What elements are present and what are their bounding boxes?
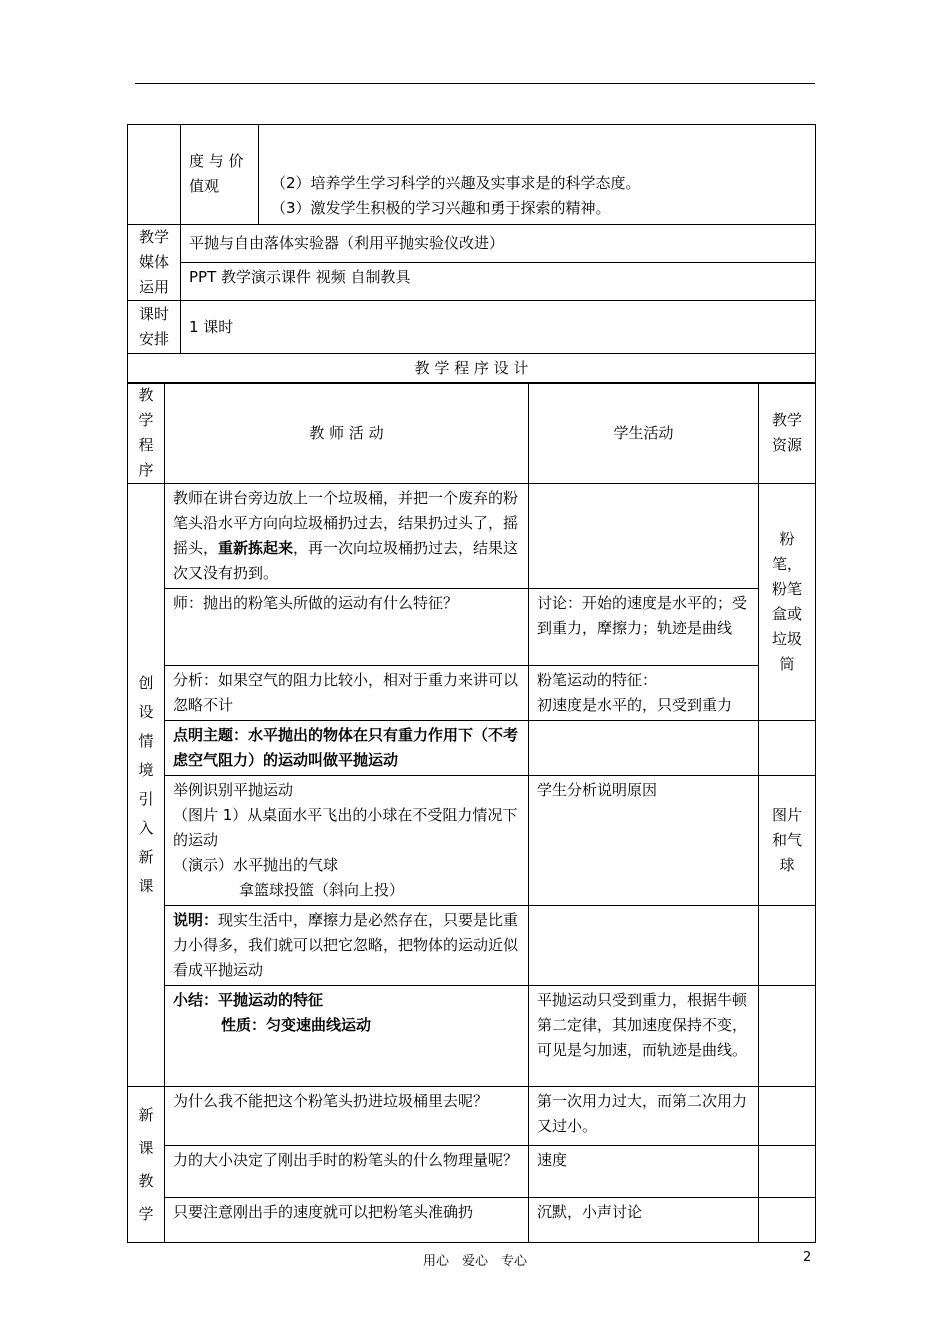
media-label: 教学媒体运用 (128, 225, 181, 301)
attitude-sublabel: 度 与 价 值观 (181, 125, 259, 225)
teacher-activity-5: 举例识别平抛运动 （图片 1）从桌面水平飞出的小球在不受阻力情况下的运动 （演示）水平抛出的气球 拿篮球投篮（斜向上投） (165, 776, 529, 906)
resource-empty-4 (759, 721, 816, 776)
section-title: 教 学 程 序 设 计 (128, 354, 816, 384)
teacher-activity-10: 只要注意刚出手的速度就可以把粉笔头准确扔 (165, 1198, 529, 1243)
teacher-activity-6: 说明：现实生活中，摩擦力是必然存在，只要是比重力小得多，我们就可以把它忽略，把物体的运动近似看成平抛运动 (165, 906, 529, 986)
teacher-activity-3: 分析：如果空气的阻力比较小，相对于重力来讲可以忽略不计 (165, 666, 529, 721)
phase-label-1: 创设情境 引入新课 (128, 484, 165, 1087)
header-student: 学生活动 (529, 383, 759, 484)
header-resource: 教学资源 (759, 383, 816, 484)
footer-motto: 用心 爱心 专心 (422, 1254, 527, 1269)
media-line-2: PPT 教学演示课件 视频 自制教具 (181, 263, 816, 301)
attitude-item-2: （2）培养学生学习科学的兴趣及实事求是的科学态度。 (271, 174, 641, 192)
resource-empty-7 (759, 986, 816, 1087)
student-activity-4 (529, 721, 759, 776)
student-activity-2: 讨论：开始的速度是水平的；受到重力，摩擦力；轨迹是曲线 (529, 589, 759, 666)
empty-cell (128, 125, 181, 225)
resource-empty-10 (759, 1198, 816, 1243)
student-activity-8: 第一次用力过大，而第二次用力又过小。 (529, 1087, 759, 1146)
attitude-items (259, 125, 816, 225)
resource-empty-9 (759, 1146, 816, 1198)
student-activity-9: 速度 (529, 1146, 759, 1198)
teacher-activity-8: 为什么我不能把这个粉笔头扔进垃圾桶里去呢？ (165, 1087, 529, 1146)
header-rule (135, 83, 815, 84)
schedule-label: 课时安排 (128, 301, 181, 354)
resource-empty-6 (759, 906, 816, 986)
student-activity-1 (529, 484, 759, 589)
teacher-activity-2: 师：抛出的粉笔头所做的运动有什么特征？ (165, 589, 529, 666)
teacher-activity-1: 教师在讲台旁边放上一个垃圾桶，并把一个废弃的粉笔头沿水平方向向垃圾桶扔过去，结果扔过头了，摇摇头，重新拣起来，再一次向垃圾桶扔过去，结果这次又没有扔到。 (165, 484, 529, 589)
attitude-item-3: （3）激发学生积极的学习兴趣和勇于探索的精神。 (271, 199, 611, 217)
main-table (127, 382, 816, 1243)
teacher-activity-4: 点明主题：水平抛出的物体在只有重力作用下（不考虑空气阻力）的运动叫做平抛运动 (165, 721, 529, 776)
student-activity-3: 粉笔运动的特征： 初速度是水平的，只受到重力 (529, 666, 759, 721)
student-activity-7: 平抛运动只受到重力，根据牛顿第二定律，其加速度保持不变，可见是匀加速，而轨迹是曲线。 (529, 986, 759, 1087)
header-procedure: 教学程序 (128, 383, 165, 484)
teacher-activity-9: 力的大小决定了刚出手时的粉笔头的什么物理量呢？ (165, 1146, 529, 1198)
resource-2: 图片和气球 (759, 776, 816, 906)
student-activity-6 (529, 906, 759, 986)
top-table (127, 124, 816, 384)
schedule-value: 1 课时 (181, 301, 816, 354)
page-number: 2 (803, 1250, 812, 1265)
resource-1: 粉笔，粉笔盒或垃圾筒 (759, 484, 816, 721)
teacher-activity-7: 小结：平抛运动的特征 性质：匀变速曲线运动 (165, 986, 529, 1087)
phase-label-2: 新课教学 (128, 1087, 165, 1243)
student-activity-10: 沉默，小声讨论 (529, 1198, 759, 1243)
resource-empty-8 (759, 1087, 816, 1146)
student-activity-5: 学生分析说明原因 (529, 776, 759, 906)
media-line-1: 平抛与自由落体实验器（利用平抛实验仪改进） (181, 225, 816, 263)
header-teacher: 教 师 活 动 (165, 383, 529, 484)
